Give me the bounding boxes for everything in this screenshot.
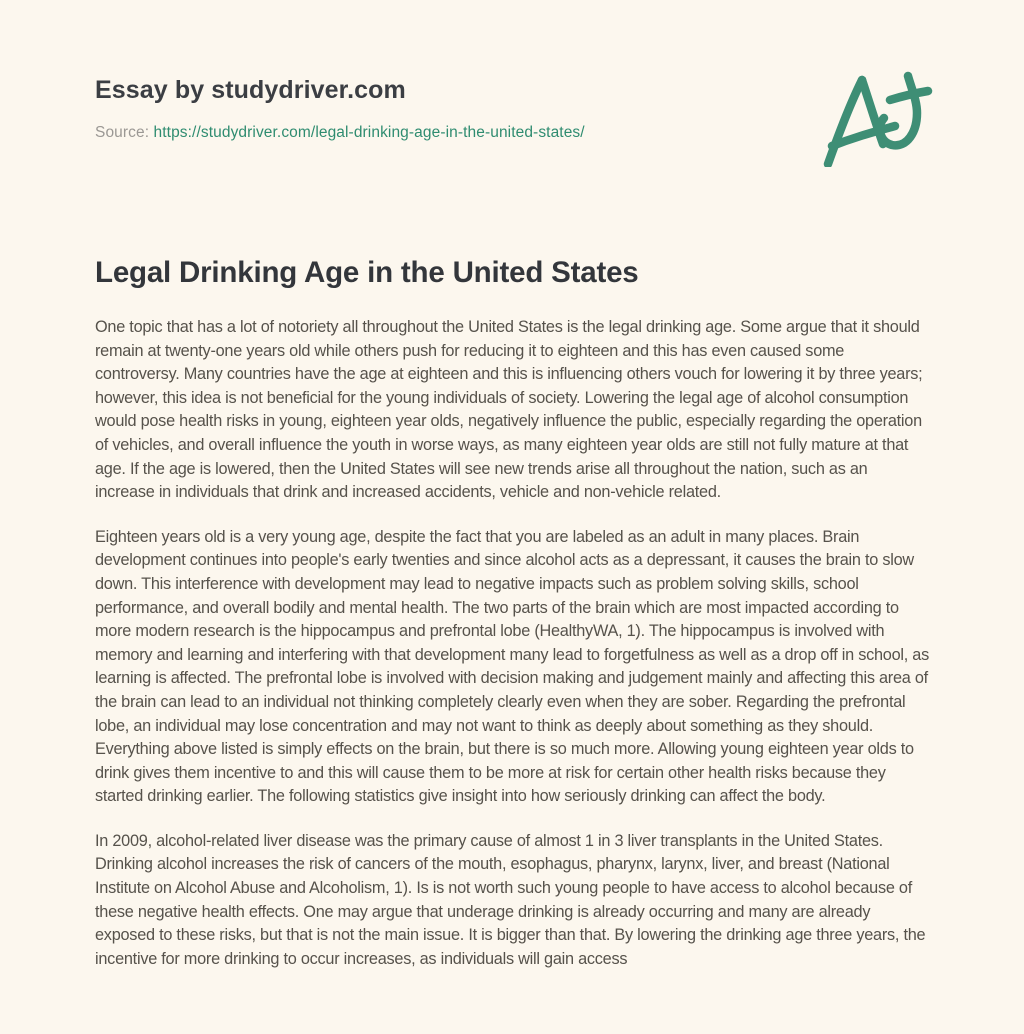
essay-paragraph: One topic that has a lot of notoriety all throughout the United States is the legal drinking age. Some argue that it should remain at twenty-one years old while others push for reducing it to eighteen and this has even caused some controversy. Many countries have the age at eighteen and this is influencing others vouch for lowering it by three years; however, this idea is not beneficial for the young individuals of society. Lowering the legal age of alcohol consumption would pose health risks in young, eighteen year olds, negatively influence the public, especially regarding the operation of vehicles, and overall influence the youth in worse ways, as many eighteen year olds are still not fully mature at that age. If the age is lowered, then the United States will see new trends arise all throughout the nation, such as an increase in individuals that drink and increased accidents, vehicle and non-vehicle related.	[95, 318, 923, 502]
essay-paragraphs	[95, 316, 930, 971]
source-line	[95, 124, 930, 142]
essay-title: Legal Drinking Age in the United States	[95, 256, 639, 289]
source-label: Source:	[95, 124, 150, 141]
document-header: Essay by studydriver.com	[95, 76, 406, 104]
studydriver-a-plus-logo-icon	[819, 71, 939, 167]
essay-paragraph: In 2009, alcohol-related liver disease was the primary cause of almost 1 in 3 liver transplants in the United States. Drinking alcohol increases the risk of cancers of the mouth, esophagus, pharynx, larynx, liver, and breast (National Institute on Alcohol Abuse and Alcoholism, 1). Is is not worth such young people to have access to alcohol because of these negative health effects. One may argue that underage drinking is already occurring and many are already exposed to these risks, but that is not the main issue. It is bigger than that. By lowering the drinking age three years, the incentive for more drinking to occur increases, as individuals will gain access	[95, 831, 926, 968]
essay-paragraph: Eighteen years old is a very young age, despite the fact that you are labeled as an adult in many places. Brain development continues into people's early twenties and since alcohol acts as a depressant, it causes the brain to slow down. This interference with development may lead to negative impacts such as problem solving skills, school performance, and overall bodily and mental health. The two parts of the brain which are most impacted according to more modern research is the hippocampus and prefrontal lobe (HealthyWA, 1). The hippocampus is involved with memory and learning and interfering with that development many lead to forgetfulness as well as a drop off in school, as learning is affected. The prefrontal lobe is involved with decision making and judgement mainly and affecting this area of the brain can lead to an individual not thinking completely clearly even when they are sober. Regarding the prefrontal lobe, an individual may lose concentration and may not want to think as deeply about something as they should. Everything above listed is simply effects on the brain, but there is so much more. Allowing young eighteen year olds to drink gives them incentive to and this will cause them to be more at risk for certain other health risks because they started drinking earlier. The following statistics give insight into how seriously drinking can affect the body.	[95, 527, 929, 806]
source-url-link[interactable]: https://studydriver.com/legal-drinking-age-in-the-united-states/	[153, 124, 585, 141]
